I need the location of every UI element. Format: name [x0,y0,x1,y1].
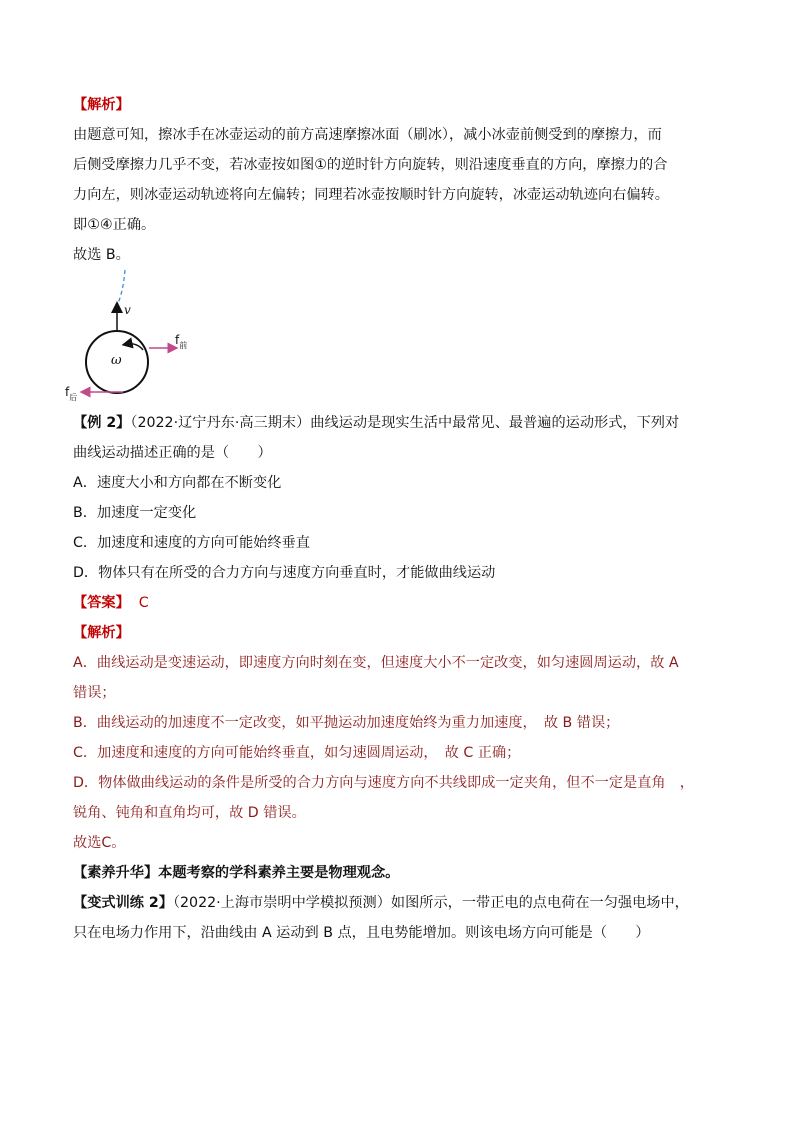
back-friction-label: $f_后$ [65,385,78,402]
example2-analysis-2: 错误； [73,685,116,701]
answer-value: C [138,595,149,611]
analysis-line-1: 由题意可知，擦冰手在冰壶运动的前方高速摩擦冰面（刷冰），减小冰壶前侧受到的摩擦力，而 [73,127,662,143]
example2-option-a: A．速度大小和方向都在不断变化 [73,475,282,491]
example2-tag: 【例 2】 [73,415,131,431]
example2-analysis-1: A．曲线运动是变速运动，即速度方向时刻在变，但速度大小不一定改变，如匀速圆周运动，故 A [73,655,679,671]
variant-line-1 [73,888,723,918]
example2-option-b: B．加速度一定变化 [73,505,197,521]
velocity-label: v [124,303,131,317]
example2-analysis-6: 锐角、钝角和直角均可，故 D 错误。 [73,805,306,821]
example2-stem-line-2: 曲线运动描述正确的是（ ） [73,445,272,461]
example2-source: （2022·辽宁丹东·高三期末） [130,415,311,431]
literacy-line [73,858,723,888]
analysis-heading: 【解析】 [73,97,130,113]
literacy-text: 本题考察的学科素养主要是物理观念。 [158,865,400,881]
analysis-line-3: 力向左，则冰壶运动轨迹将向左偏转；同理若冰壶按顺时针方向旋转，冰壶运动轨迹向右偏转。 [73,187,669,203]
variant-text-1: 如图所示，一带正电的点电荷在一匀强电场中， [390,895,689,911]
curling-figure [63,270,723,408]
example2-analysis-4: C．加速度和速度的方向可能始终垂直，如匀速圆周运动， 故 C 正确； [73,745,521,761]
example2-analysis-3: B．曲线运动的加速度不一定改变，如平抛运动加速度始终为重力加速度， 故 B 错误； [73,715,620,731]
answer-tag: 【答案】 [73,595,130,611]
curling-diagram [63,270,203,408]
analysis-line-2: 后侧受摩擦力几乎不变，若冰壶按如图①的逆时针方向旋转，则沿速度垂直的方向，摩擦力的合 [73,157,668,173]
literacy-tag: 【素养升华】 [73,865,159,881]
example2-option-c: C．加速度和速度的方向可能始终垂直 [73,535,310,551]
example2-conclusion: 故选C。 [73,835,126,851]
variant-line-2: 只在电场力作用下，沿曲线由 A 运动到 B 点，且电势能增加。则该电场方向可能是（ ） [73,925,650,941]
analysis-line-4: 即①④正确。 [73,217,156,233]
example2-analysis-5: D．物体做曲线运动的条件是所受的合力方向与速度方向不共线即成一定夹角，但不一定是直角 ， [73,775,694,791]
front-friction-label: $f_前$ [175,333,188,350]
variant-tag: 【变式训练 2】 [73,895,173,911]
variant-source: （2022·上海市崇明中学模拟预测） [172,895,391,911]
example2-option-d: D．物体只有在所受的合力方向与速度方向垂直时，才能做曲线运动 [73,565,496,581]
example2-answer-line [73,588,723,618]
example2-analysis-heading: 【解析】 [73,625,130,641]
rotation-arrow [127,344,143,350]
analysis-conclusion: 故选 B。 [73,247,130,263]
document-page [65,90,723,948]
example2-stem-line-1 [73,408,723,438]
example2-stem-1: 曲线运动是现实生活中最常见、最普遍的运动形式，下列对 [310,415,680,431]
omega-label: ω [111,353,122,368]
